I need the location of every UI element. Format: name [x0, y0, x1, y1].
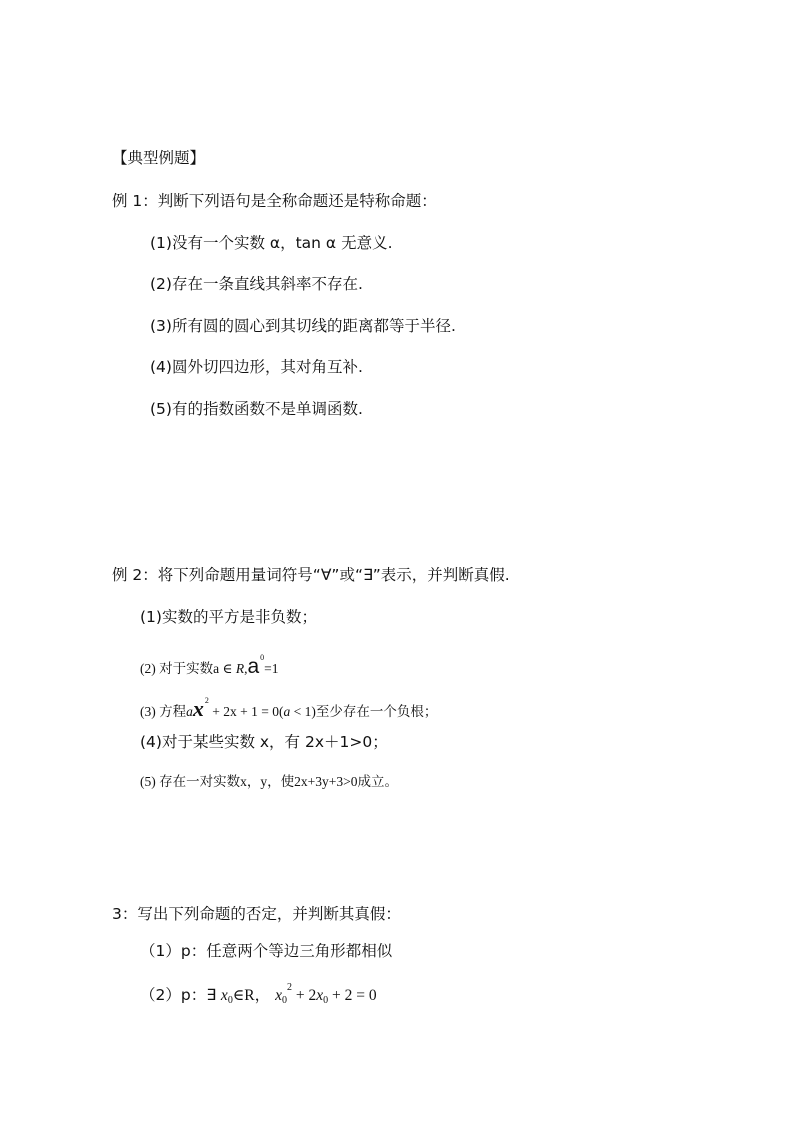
- example-1-item-4: (4)圆外切四边形，其对角互补.: [150, 358, 363, 376]
- ex3-exponent: 2: [286, 982, 292, 993]
- ex3-x0: x: [220, 987, 228, 1004]
- item-3-lt: < 1): [290, 704, 316, 719]
- item-2-prefix: (2) 对于实数a ∈: [140, 661, 236, 676]
- item-3-prefix: (3) 方程: [140, 704, 187, 719]
- example-3-item-1: （1）p：任意两个等边三角形都相似: [140, 942, 393, 960]
- item-3-exponent: 2: [204, 696, 209, 705]
- item-2-exponent: 0: [260, 653, 265, 662]
- ex3-item-2-prefix: （2）p：∃: [140, 986, 221, 1004]
- example-2-item-1: (1)实数的平方是非负数；: [140, 608, 317, 626]
- example-1-item-2: (2)存在一条直线其斜率不存在.: [150, 275, 363, 293]
- ex3-end: + 2 = 0: [328, 987, 377, 1004]
- item-2-set-r: R: [235, 661, 245, 676]
- example-1-item-1: (1)没有一个实数 α，tan α 无意义.: [150, 234, 393, 252]
- ex3-x0-3: x: [316, 987, 324, 1004]
- example-2-item-3: [140, 690, 437, 723]
- item-3-suffix: 至少存在一个负根；: [315, 704, 438, 720]
- ex3-mid: + 2: [291, 987, 317, 1004]
- example-1-heading: 例 1：判断下列语句是全称命题还是特称命题：: [112, 192, 437, 210]
- example-3-item-2: [140, 977, 377, 1012]
- ex3-sub-0: 0: [227, 995, 233, 1006]
- ex3-x0-2: x: [275, 987, 282, 1004]
- item-3-mid: + 2x + 1 = 0(: [208, 704, 284, 719]
- example-3-heading: 3：写出下列命题的否定，并判断其真假：: [112, 905, 401, 923]
- example-2-item-4: (4)对于某些实数 x，有 2x＋1>0；: [140, 733, 388, 751]
- example-1-item-5: (5)有的指数函数不是单调函数.: [150, 400, 363, 418]
- ex3-sub-0-2: 0: [281, 995, 287, 1006]
- example-1-item-3: (3)所有圆的圆心到其切线的距离都等于半径.: [150, 317, 456, 335]
- item-2-comma: ,: [244, 661, 248, 676]
- example-2-heading: 例 2：将下列命题用量词符号“∀”或“∃”表示，并判断真假.: [112, 566, 510, 584]
- item-3-a2: a: [283, 704, 291, 719]
- ex3-sub-0-3: 0: [323, 995, 329, 1006]
- section-title: 【典型例题】: [112, 149, 206, 167]
- item-3-x: x: [192, 696, 204, 721]
- item-2-a: a: [247, 655, 260, 678]
- ex3-in-r: ∈R，: [232, 987, 271, 1004]
- example-2-item-2: [140, 647, 279, 680]
- item-2-rest: =1: [264, 661, 279, 676]
- item-3-a: a: [186, 704, 193, 719]
- example-2-item-5: (5) 存在一对实数x，y，使2x+3y+3>0成立。: [140, 774, 398, 789]
